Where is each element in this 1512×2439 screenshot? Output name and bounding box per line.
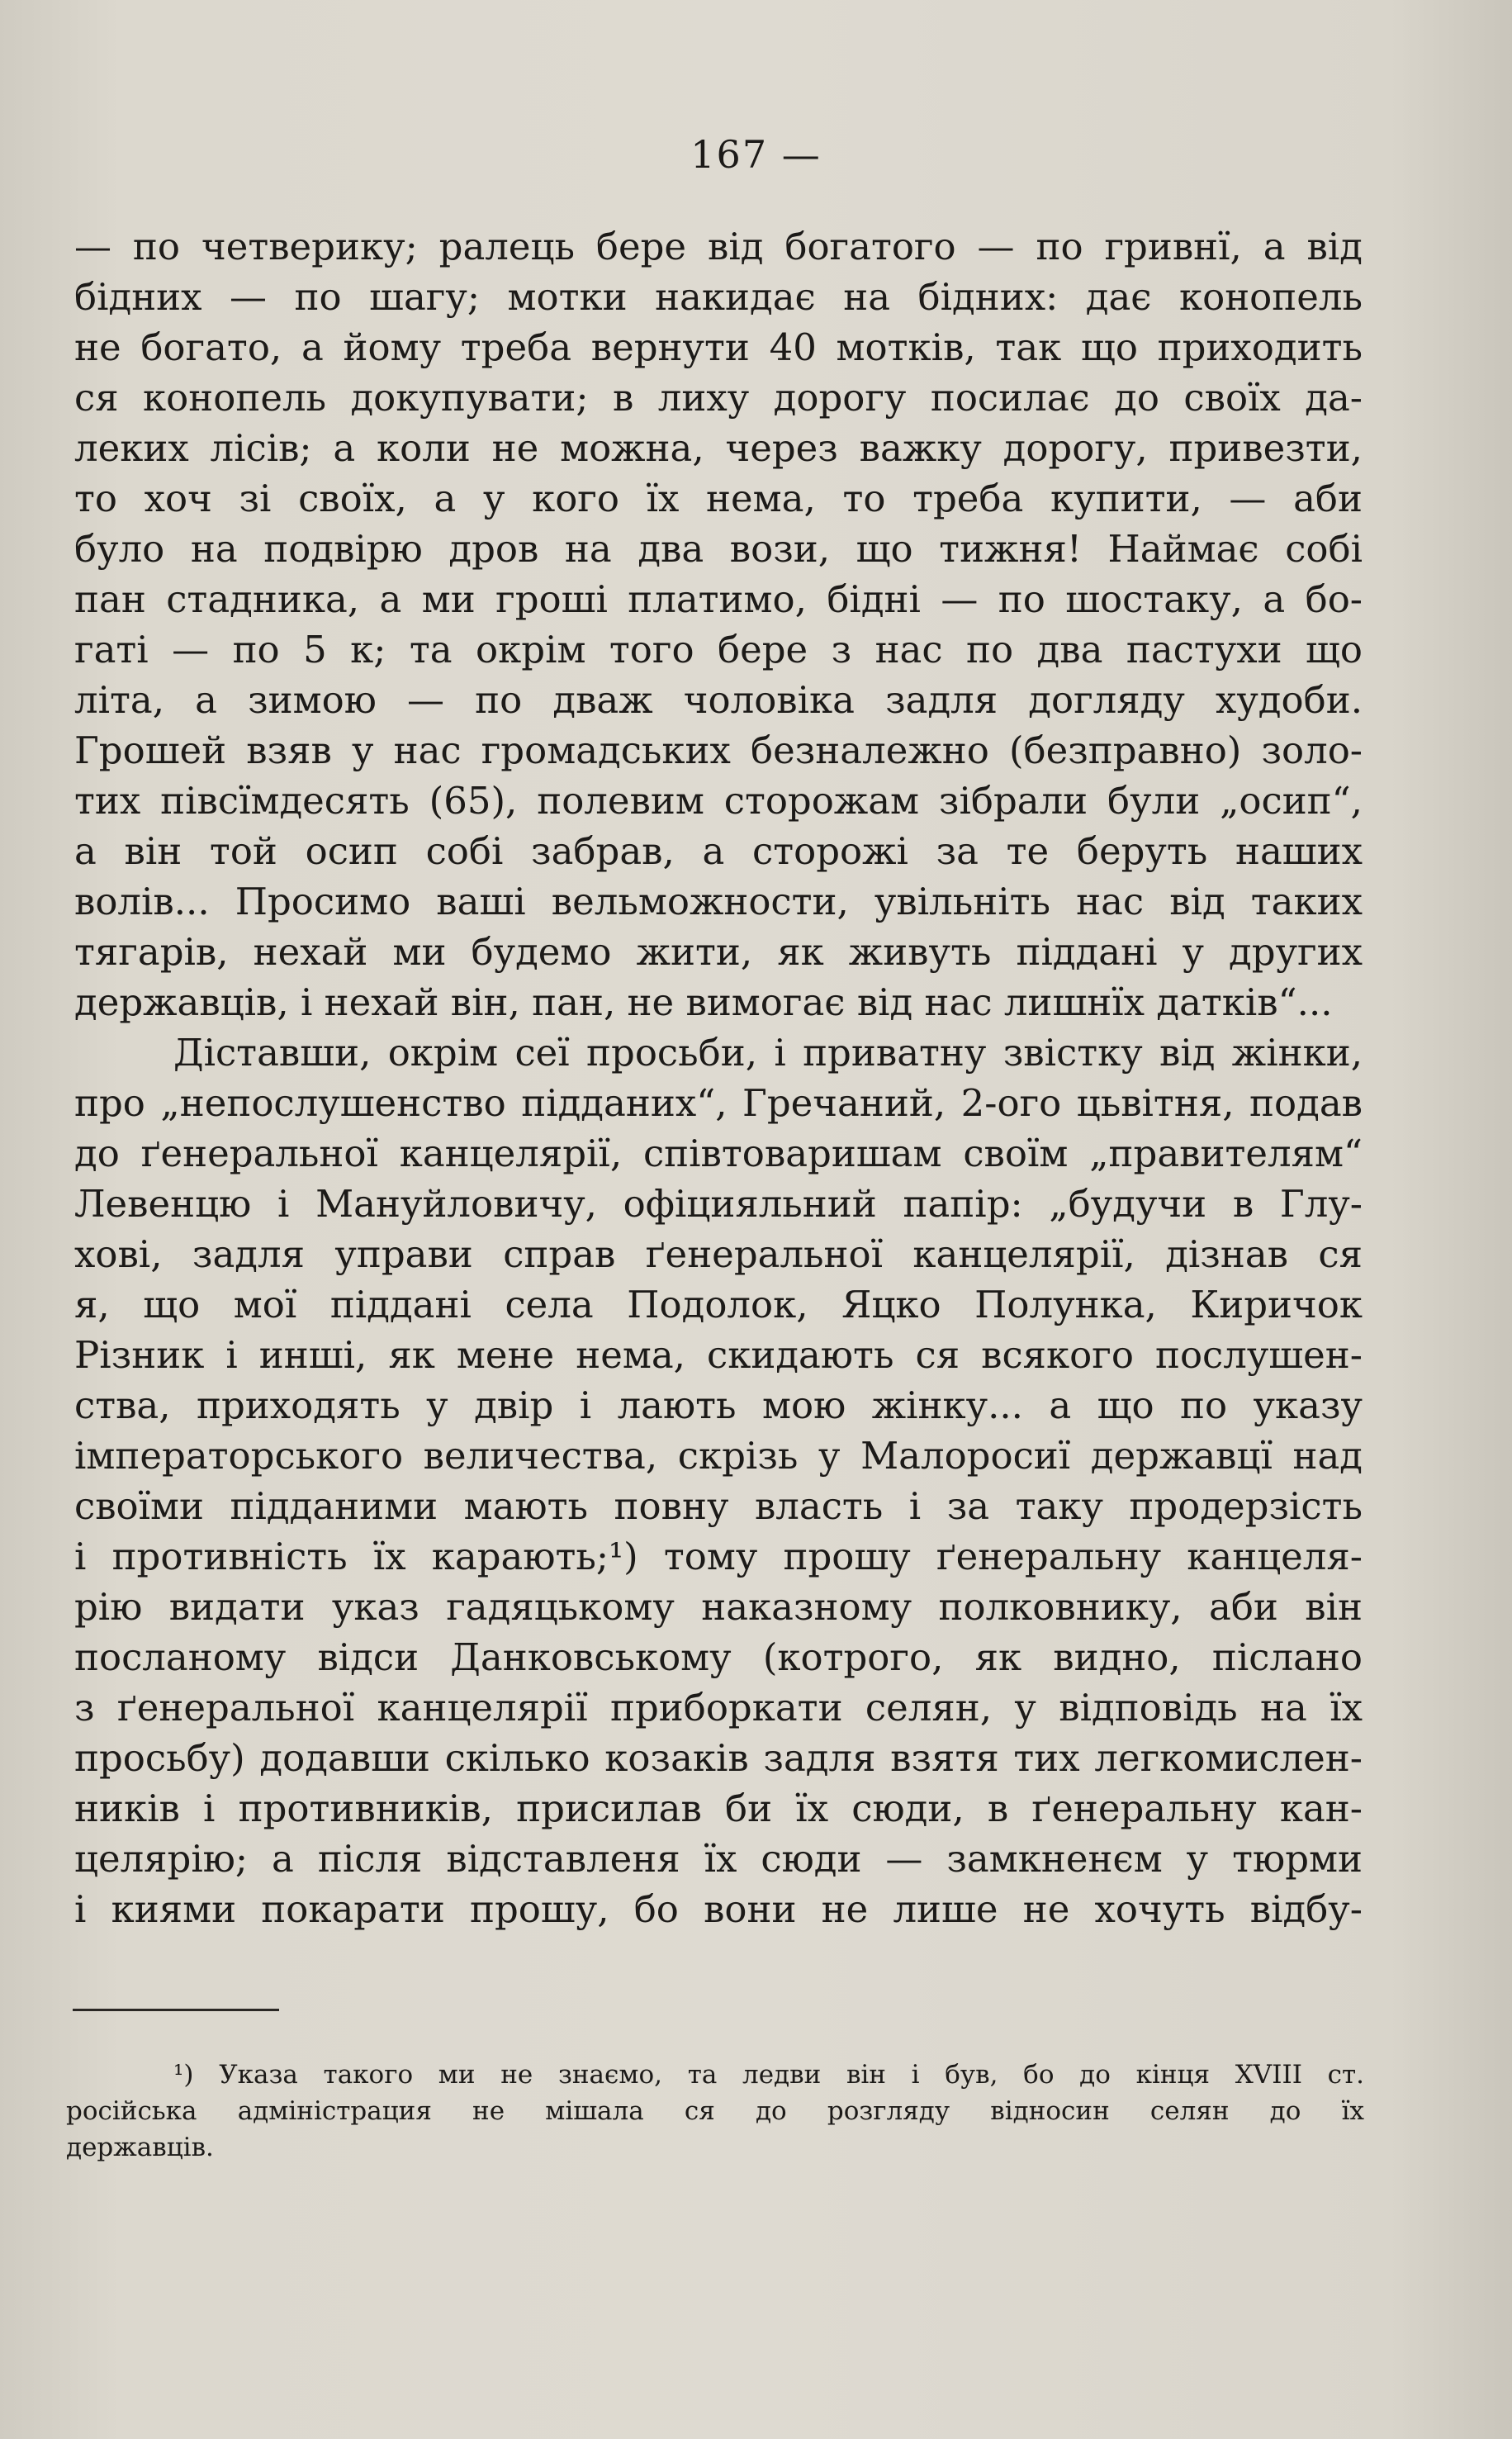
body-text xyxy=(74,221,1363,1934)
text-line: гаті — по 5 к; та окрім того бере з нас по два пастухи що xyxy=(74,628,1363,671)
footnote-line: державців. xyxy=(66,2133,214,2162)
text-line: було на подвірю дров на два вози, що тижня! Наймає собі xyxy=(74,527,1363,571)
paragraph-start-line: Діставши, окрім сеї просьби, і приватну звістку від жінки, xyxy=(173,1031,1363,1075)
paragraph-end-line: державців, і нехай він, пан, не вимогає від нас лишнїх датків“... xyxy=(74,980,1333,1024)
text-line: ства, приходять у двір і лають мою жінку... а що по указу xyxy=(74,1383,1363,1427)
text-line: просьбу) додавши скілько козаків задля взятя тих легкомислен- xyxy=(74,1736,1363,1780)
text-line: целярію; а після відставленя їх сюди — замкненєм у тюрми xyxy=(74,1837,1363,1881)
text-line: своїми підданими мають повну власть і за таку продерзість xyxy=(74,1484,1363,1528)
text-line: — по четверику; ралець бере від богатого — по гривнї, а від xyxy=(74,225,1363,268)
footnote xyxy=(66,2057,1364,2166)
text-line: то хоч зі своїх, а у кого їх нема, то треба купити, — аби xyxy=(74,477,1363,520)
text-line: до ґенеральної канцелярії, співтоваришам своїм „правителям“ xyxy=(74,1132,1363,1175)
text-line: і противність їх карають;¹) тому прошу ґенеральну канцеля- xyxy=(74,1535,1363,1578)
footnote-separator-rule xyxy=(73,2009,279,2011)
text-line: Грошей взяв у нас громадських безналежно (безправно) золо- xyxy=(74,728,1363,772)
text-line: бідних — по шагу; мотки накидає на бідних: дає конопель xyxy=(74,275,1363,319)
text-line: я, що мої піддані села Подолок, Яцко Полунка, Киричок xyxy=(74,1283,1363,1326)
text-line: про „непослушенство підданих“, Гречаний, 2-ого цьвітня, подав xyxy=(74,1081,1363,1125)
text-line: імператорського величества, скрізь у Малоросиї державцї над xyxy=(74,1434,1363,1478)
footnote-line: російська адміністрация не мішала ся до розгляду відносин селян до їх xyxy=(66,2096,1364,2126)
text-line: ся конопель докупувати; в лиху дорогу посилає до своїх да- xyxy=(74,376,1363,420)
text-line: хові, задля управи справ ґенеральної канцелярії, дізнав ся xyxy=(74,1232,1363,1276)
text-line: Левенцю і Мануйловичу, офіцияльний папір: „будучи в Глу- xyxy=(74,1182,1363,1226)
page-number: 167 — xyxy=(690,132,822,177)
footnote-line: ¹) Указа такого ми не знаємо, та ледви він і був, бо до кінця XVIII ст. xyxy=(173,2060,1364,2090)
text-line: леких лісів; а коли не можна, через важку дорогу, привезти, xyxy=(74,426,1363,470)
text-line: тих півсїмдесять (65), полевим сторожам зібрали були „осип“, xyxy=(74,779,1363,823)
text-line: тягарів, нехай ми будемо жити, як живуть піддані у других xyxy=(74,930,1363,974)
text-line: і киями покарати прошу, бо вони не лише не хочуть відбу- xyxy=(74,1887,1363,1931)
text-line: ників і противників, присилав би їх сюди, в ґенеральну кан- xyxy=(74,1787,1363,1830)
text-line: волів... Просимо ваші вельможности, увільніть нас від таких xyxy=(74,880,1363,923)
text-line: посланому відси Данковському (котрого, як видно, післано xyxy=(74,1635,1363,1679)
text-line: а він той осип собі забрав, а сторожі за те беруть наших xyxy=(74,829,1363,873)
text-line: з ґенеральної канцелярії приборкати селян, у відповідь на їх xyxy=(74,1686,1363,1730)
text-line: рію видати указ гадяцькому наказному полковнику, аби він xyxy=(74,1585,1363,1629)
text-line: літа, а зимою — по дваж чоловіка задля догляду худоби. xyxy=(74,678,1363,722)
text-line: Різник і инші, як мене нема, скидають ся всякого послушен- xyxy=(74,1333,1363,1377)
text-line: не богато, а йому треба вернути 40 мотків, так що приходить xyxy=(74,325,1363,369)
text-line: пан стадника, а ми гроші платимо, бідні — по шостаку, а бо- xyxy=(74,577,1363,621)
